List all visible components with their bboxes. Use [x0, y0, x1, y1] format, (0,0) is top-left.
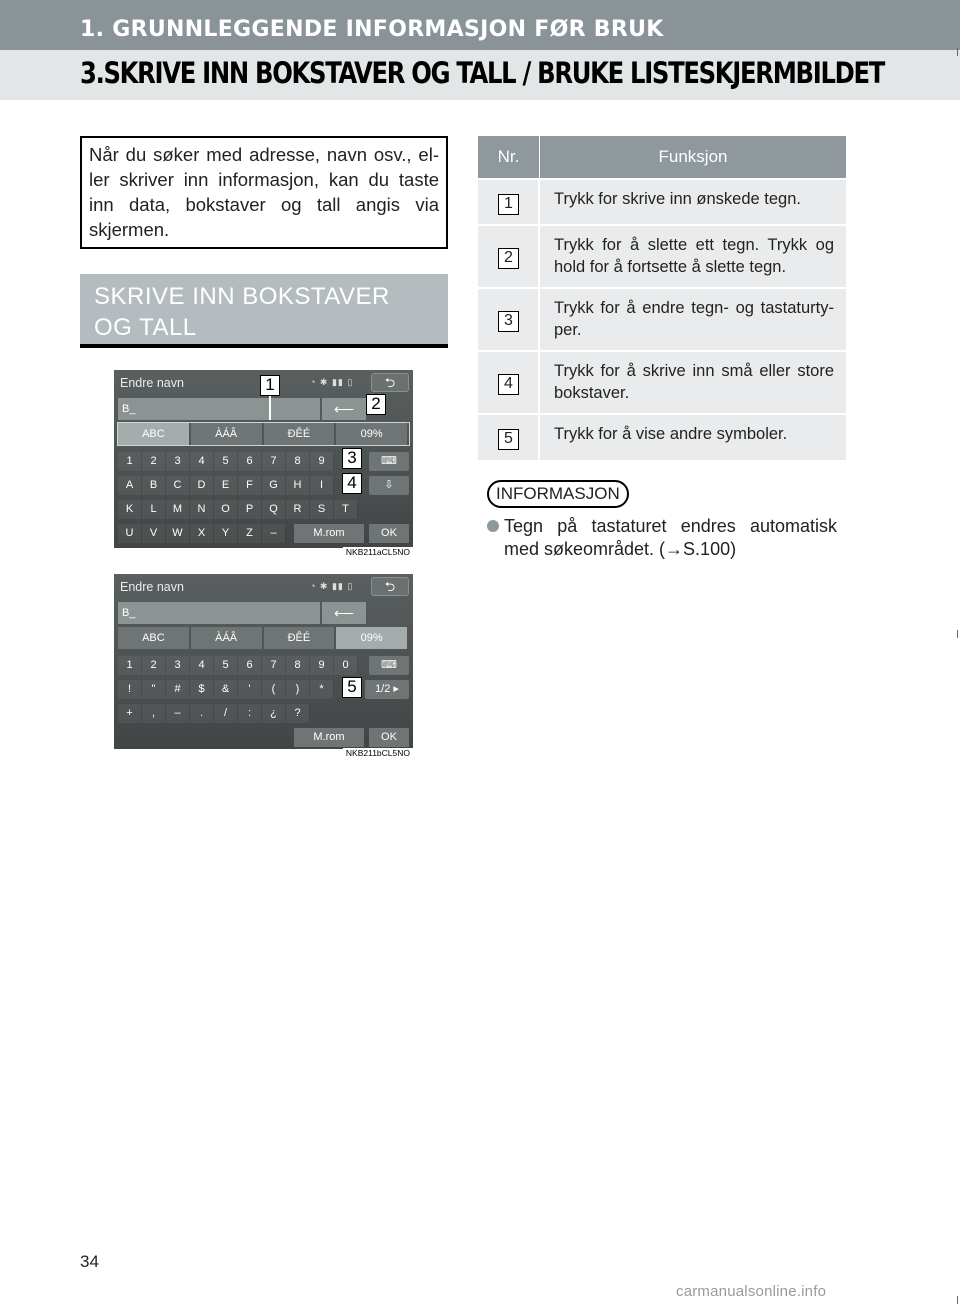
key-row [118, 452, 334, 471]
key[interactable]: Q [262, 500, 286, 519]
row-number [478, 226, 540, 287]
row-number [478, 180, 540, 224]
key[interactable]: Z [238, 524, 262, 543]
text-input-field[interactable]: B_ [118, 602, 320, 624]
tab-abc[interactable]: ABC [118, 423, 189, 445]
screen-header [114, 574, 413, 600]
number-box: 5 [498, 429, 519, 450]
tab-special-letters[interactable]: ĐÊÉ [264, 423, 335, 445]
header-function: Funksjon [658, 147, 728, 166]
key[interactable]: 7 [262, 656, 286, 675]
key[interactable]: & [214, 680, 238, 699]
row-text: Trykk for å skrive inn små eller store bokstaver. [554, 362, 834, 402]
key[interactable]: 5 [214, 452, 238, 471]
number-box: 2 [498, 248, 519, 269]
key[interactable]: 8 [286, 656, 310, 675]
number-box: 3 [498, 311, 519, 332]
information-label: INFORMASJON [487, 480, 629, 508]
keyboard-tabs [118, 423, 409, 445]
key[interactable]: M [166, 500, 190, 519]
key[interactable]: L [142, 500, 166, 519]
page-button[interactable]: 1/2 ▸ [365, 680, 409, 699]
screen-title: Endre navn [120, 376, 184, 390]
chapter-title: 1. GRUNNLEGGENDE INFORMASJON FØR BRUK [80, 17, 664, 42]
table-row [478, 224, 846, 287]
key[interactable]: + [118, 704, 142, 723]
section-title: 3.SKRIVE INN BOKSTAVER OG TALL / BRUKE LISTESKJERMBILDET [80, 56, 884, 90]
tab-numbers[interactable]: 09% [336, 423, 407, 445]
tab-accented[interactable]: ÀÁÂ [191, 423, 262, 445]
key[interactable]: F [238, 476, 262, 495]
key[interactable]: D [190, 476, 214, 495]
key[interactable]: 6 [238, 452, 262, 471]
key[interactable]: O [214, 500, 238, 519]
callout-4: 4 [342, 473, 362, 494]
key[interactable]: K [118, 500, 142, 519]
key[interactable]: T [334, 500, 358, 519]
edge-tick [957, 630, 958, 638]
row-number [478, 352, 540, 413]
key[interactable]: 7 [262, 452, 286, 471]
keyboard-tabs [118, 627, 409, 649]
key[interactable]: 9 [310, 656, 334, 675]
intro-box: Når du søker med adresse, navn osv., el-ler skriver inn informasjon, kan du taste inn data, bokstaver og tall angis via skjermen. [80, 136, 448, 249]
key[interactable]: ( [262, 680, 286, 699]
key[interactable]: W [166, 524, 190, 543]
key[interactable]: N [190, 500, 214, 519]
key[interactable]: S [310, 500, 334, 519]
key[interactable]: : [238, 704, 262, 723]
key[interactable]: G [262, 476, 286, 495]
key[interactable]: 1 [118, 656, 142, 675]
key[interactable]: V [142, 524, 166, 543]
delete-button[interactable]: ⟵ [322, 602, 366, 624]
key[interactable]: " [142, 680, 166, 699]
key[interactable]: 3 [166, 656, 190, 675]
tab-numbers[interactable]: 09% [336, 627, 407, 649]
key[interactable]: I [310, 476, 334, 495]
mrom-button[interactable]: M.rom [294, 524, 364, 543]
shift-button[interactable]: ⇩ [369, 476, 409, 495]
key[interactable]: / [214, 704, 238, 723]
edge-tick [957, 1296, 958, 1304]
key[interactable]: , [142, 704, 166, 723]
status-icons: ◔ ✱ ▮▮ ▯ [310, 377, 354, 387]
key[interactable]: ! [118, 680, 142, 699]
key[interactable]: ? [286, 704, 310, 723]
key-row [118, 656, 358, 675]
callout-1: 1 [260, 375, 280, 396]
keyboard-type-button[interactable]: ⌨ [369, 656, 409, 675]
key[interactable]: B [142, 476, 166, 495]
key-row [118, 524, 286, 543]
key[interactable]: Y [214, 524, 238, 543]
key[interactable]: – [166, 704, 190, 723]
row-number [478, 415, 540, 460]
key[interactable]: U [118, 524, 142, 543]
key[interactable]: . [190, 704, 214, 723]
function-table [478, 136, 846, 460]
callout-leader [269, 392, 271, 420]
key[interactable]: X [190, 524, 214, 543]
ok-button[interactable]: OK [369, 524, 409, 543]
key[interactable]: 8 [286, 452, 310, 471]
table-row [478, 350, 846, 413]
keyboard-type-button[interactable]: ⌨ [369, 452, 409, 471]
callout-3: 3 [342, 448, 362, 469]
table-row [478, 413, 846, 460]
key[interactable]: ¿ [262, 704, 286, 723]
key[interactable]: E [214, 476, 238, 495]
key[interactable]: ' [238, 680, 262, 699]
key-row [118, 680, 334, 699]
ok-button[interactable]: OK [369, 728, 409, 747]
key[interactable]: 2 [142, 452, 166, 471]
back-button[interactable]: ⮌ [371, 577, 409, 596]
row-number [478, 289, 540, 350]
number-box: 1 [498, 194, 519, 215]
table-row [478, 287, 846, 350]
tab-accented[interactable]: ÀÁÂ [191, 627, 262, 649]
key-row [118, 704, 310, 723]
screen-title: Endre navn [120, 580, 184, 594]
key[interactable]: 6 [238, 656, 262, 675]
tab-special-letters[interactable]: ĐÊÉ [264, 627, 335, 649]
figure-code: NKB211aCL5NO [343, 547, 413, 557]
callout-5: 5 [342, 677, 362, 698]
delete-button[interactable]: ⟵ [322, 398, 366, 420]
status-icons: ◔ ✱ ▮▮ ▯ [310, 581, 354, 591]
key[interactable]: 9 [310, 452, 334, 471]
page-number: 34 [80, 1252, 99, 1271]
key[interactable]: 5 [214, 656, 238, 675]
key[interactable]: H [286, 476, 310, 495]
mrom-button[interactable]: M.rom [294, 728, 364, 747]
figure-code: NKB211bCL5NO [343, 748, 413, 758]
subheading: SKRIVE INN BOKSTAVER OG TALL [80, 274, 448, 348]
key[interactable]: A [118, 476, 142, 495]
row-text: Trykk for skrive inn ønskede tegn. [554, 190, 801, 208]
keyboard-screen-symbols [114, 574, 413, 758]
key[interactable]: 3 [166, 452, 190, 471]
table-header [478, 136, 846, 178]
callout-2: 2 [366, 394, 386, 415]
back-button[interactable]: ⮌ [371, 373, 409, 392]
key[interactable]: R [286, 500, 310, 519]
bullet-icon [487, 520, 499, 532]
key[interactable]: ) [286, 680, 310, 699]
key[interactable]: P [238, 500, 262, 519]
key-row [118, 500, 358, 519]
key[interactable]: # [166, 680, 190, 699]
key[interactable]: C [166, 476, 190, 495]
row-text: Trykk for å slette ett tegn. Trykk og hold for å fortsette å slette tegn. [554, 236, 834, 276]
key[interactable]: 4 [190, 656, 214, 675]
text-input-field[interactable]: B_ [118, 398, 320, 420]
key[interactable]: * [310, 680, 334, 699]
row-text: Trykk for å endre tegn- og tastaturty-per. [554, 299, 834, 339]
key-row [118, 476, 334, 495]
key[interactable]: – [262, 524, 286, 543]
header-nr: Nr. [478, 136, 540, 178]
table-row [478, 178, 846, 224]
information-text: Tegn på tastaturet endres automatisk med søkeområdet. (→S.100) [504, 516, 837, 559]
key[interactable]: 4 [190, 452, 214, 471]
key[interactable]: $ [190, 680, 214, 699]
key[interactable]: 1 [118, 452, 142, 471]
watermark: carmanualsonline.info [676, 1283, 827, 1300]
row-text: Trykk for å vise andre symboler. [554, 425, 788, 443]
information-note [487, 515, 837, 561]
key[interactable]: 0 [334, 656, 358, 675]
edge-tick [957, 48, 958, 56]
key[interactable]: 2 [142, 656, 166, 675]
number-box: 4 [498, 374, 519, 395]
tab-abc[interactable]: ABC [118, 627, 189, 649]
